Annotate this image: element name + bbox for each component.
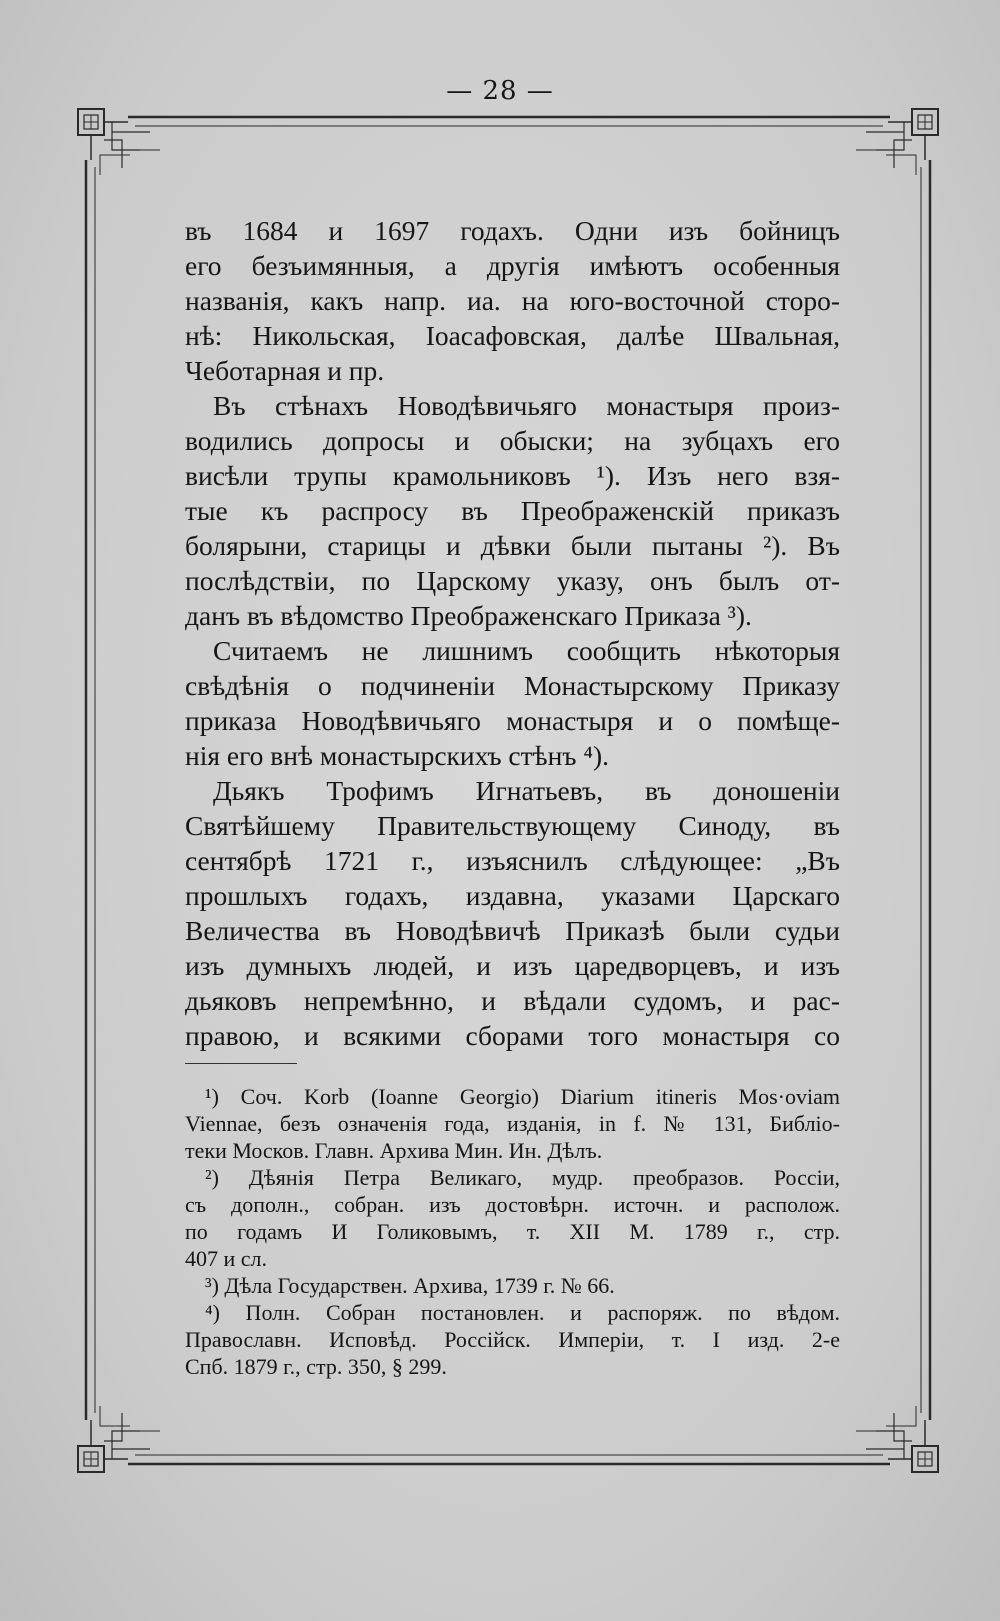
footnote-line: ²) Дѣянія Петра Великаго, мудр. преобразов. Россіи,	[205, 1165, 840, 1190]
footnote-line: теки Москов. Главн. Архива Мин. Ин. Дѣлъ.	[185, 1138, 603, 1163]
footnotes	[185, 1083, 840, 1380]
footnote-line: ¹) Соч. Korb (Ioanne Georgio) Diarium itineris Mos·oviam	[205, 1084, 840, 1109]
text-line: нѣ: Никольская, Іоасафовская, далѣе Швальная,	[185, 320, 840, 351]
text-line: послѣдствіи, по Царскому указу, онъ былъ от-	[185, 565, 840, 596]
text-line: Дьякъ Трофимъ Игнатьевъ, въ доношеніи	[213, 775, 840, 806]
text-line: прошлыхъ годахъ, издавна, указами Царскаго	[185, 880, 840, 911]
footnote-separator	[185, 1063, 297, 1064]
text-line: сентябрѣ 1721 г., изъяснилъ слѣдующее: „Въ	[185, 845, 840, 876]
corner-ornament-bottom-right	[856, 1406, 938, 1472]
text-line: водились допросы и обыски; на зубцахъ его	[185, 425, 840, 456]
text-line: свѣдѣнія о подчиненіи Монастырскому Приказу	[185, 670, 840, 701]
text-line: тые къ распросу въ Преображенскій приказъ	[185, 495, 840, 526]
corner-ornament-top-right	[856, 109, 938, 175]
main-text	[185, 213, 840, 1053]
footnote-line: по годамъ И Голиковымъ, т. XII М. 1789 г., стр.	[185, 1219, 840, 1244]
footnote-line: Православн. Исповѣд. Россійск. Имперіи, т. I изд. 2-е	[185, 1327, 840, 1352]
text-line: Считаемъ не лишнимъ сообщить нѣкоторыя	[213, 635, 840, 666]
corner-ornament-bottom-left	[78, 1406, 160, 1472]
footnote-line: Спб. 1879 г., стр. 350, § 299.	[185, 1354, 447, 1379]
text-line: Чеботарная и пр.	[185, 355, 385, 386]
footnote-line: съ дополн., собран. изъ достовѣрн. источн. и располож.	[185, 1192, 840, 1217]
text-line: нія его внѣ монастырскихъ стѣнъ ⁴).	[185, 740, 610, 771]
footnote-line: Viennae, безъ означенія года, изданія, in f. № 131, Библіо-	[185, 1111, 840, 1136]
text-line: Величества въ Новодѣвичѣ Приказѣ были судьи	[185, 915, 840, 946]
text-line: въ 1684 и 1697 годахъ. Одни изъ бойницъ	[185, 215, 840, 246]
text-line: висѣли трупы крамольниковъ ¹). Изъ него взя-	[185, 460, 840, 491]
text-line: изъ думныхъ людей, и изъ царедворцевъ, и изъ	[185, 950, 840, 981]
text-line: болярыни, старицы и дѣвки были пытаны ²). Въ	[185, 530, 840, 561]
text-line: данъ въ вѣдомство Преображенскаго Приказа ³).	[185, 600, 752, 631]
footnote-line: 407 и сл.	[185, 1246, 268, 1271]
text-line: правою, и всякими сборами того монастыря со	[185, 1020, 840, 1051]
text-line: названія, какъ напр. иа. на юго-восточной сторо-	[185, 285, 840, 316]
text-line: дьяковъ непремѣнно, и вѣдали судомъ, и рас-	[185, 985, 840, 1016]
text-line: Въ стѣнахъ Новодѣвичьяго монастыря произ-	[213, 390, 840, 421]
footnote-line: ³) Дѣла Государствен. Архива, 1739 г. № 66.	[205, 1273, 615, 1298]
corner-ornament-top-left	[78, 109, 160, 175]
text-line: Святѣйшему Правительствующему Синоду, въ	[185, 810, 840, 841]
footnote-line: ⁴) Полн. Собран постановлен. и распоряж. по вѣдом.	[205, 1300, 840, 1325]
page-number: — 28 —	[446, 76, 554, 106]
text-line: приказа Новодѣвичьяго монастыря и о помѣще-	[185, 705, 840, 736]
text-line: его безъимянныя, а другія имѣютъ особенныя	[185, 250, 840, 281]
